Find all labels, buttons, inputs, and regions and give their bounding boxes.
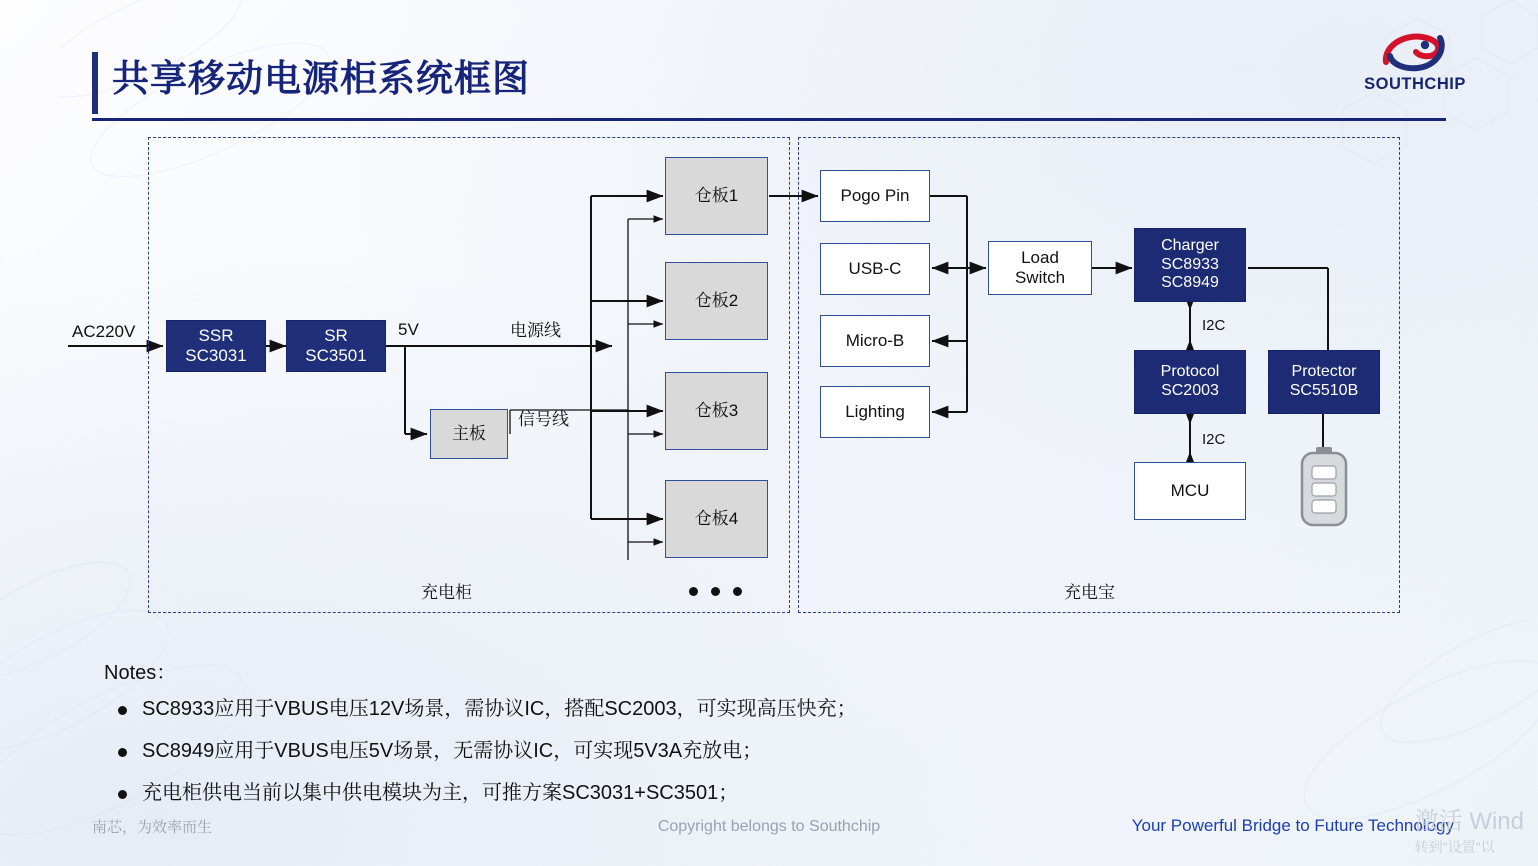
node-sr — [286, 320, 386, 372]
notes-item: 充电柜供电当前以集中供电模块为主，可推方案SC3031+SC3501； — [104, 781, 1424, 806]
label-5v: 5V — [398, 320, 419, 339]
notes-section — [104, 656, 1424, 823]
label-signal-line: 信号线 — [518, 410, 569, 429]
title-underline — [92, 118, 1446, 121]
node-sr-line2: SC3501 — [305, 346, 367, 365]
notes-item: SC8949应用于VBUS电压5V场景，无需协议IC，可实现5V3A充放电； — [104, 739, 1424, 764]
node-slot-4 — [665, 480, 768, 558]
node-ssr — [166, 320, 266, 372]
node-slot-1-label: 仓板1 — [694, 185, 739, 205]
southchip-logo — [1360, 28, 1470, 102]
node-load-switch-line1: Load — [1021, 247, 1059, 267]
node-slot-3 — [665, 372, 768, 450]
node-lighting-label: Lighting — [845, 401, 905, 421]
notes-heading: Notes： — [104, 662, 177, 684]
node-sr-line1: SR — [324, 325, 348, 345]
i2c-label-bottom: I2C — [1202, 431, 1226, 448]
node-load-switch-line2: Switch — [1014, 268, 1066, 287]
node-mainboard — [430, 409, 508, 459]
notes-list — [104, 697, 1424, 806]
watermark-line-2: 转到"设置"以 — [1414, 839, 1495, 856]
node-charger-line2: SC8933 — [1161, 255, 1219, 273]
title-accent-bar — [92, 52, 98, 114]
notes-item: SC8933应用于VBUS电压12V场景，需协议IC，搭配SC2003，可实现高压快充； — [104, 697, 1424, 722]
node-protector-line1: Protector — [1291, 363, 1357, 381]
node-micro-b — [820, 315, 930, 367]
node-pogo-pin-label: Pogo Pin — [840, 185, 910, 205]
node-micro-b-label: Micro-B — [845, 330, 905, 350]
node-mcu-label: MCU — [1170, 480, 1210, 500]
node-slot-1 — [665, 157, 768, 235]
node-charger-line3: SC8949 — [1161, 274, 1219, 292]
node-usb-c-label: USB-C — [848, 258, 902, 278]
node-protector-line2: SC5510B — [1289, 382, 1359, 399]
node-usb-c — [820, 243, 930, 295]
node-mainboard-label: 主板 — [452, 423, 486, 443]
node-slot-4-label: 仓板4 — [694, 508, 739, 528]
title-text: 共享移动电源柜系统框图 — [112, 58, 530, 99]
node-charger-line1: Charger — [1161, 236, 1219, 254]
node-protocol-line1: Protocol — [1160, 363, 1220, 381]
battery-icon — [1298, 446, 1350, 528]
node-pogo-pin — [820, 170, 930, 222]
watermark-line-1: 激活 Wind — [1414, 808, 1524, 835]
node-slot-2 — [665, 262, 768, 340]
logo-mark-icon — [1378, 28, 1452, 74]
node-lighting — [820, 386, 930, 438]
i2c-label-top: I2C — [1202, 317, 1226, 334]
node-mcu — [1134, 462, 1246, 520]
logo-wordmark: SOUTHCHIP — [1364, 75, 1466, 93]
node-protocol — [1134, 350, 1246, 414]
node-slot-3-label: 仓板3 — [694, 400, 739, 420]
label-power-line: 电源线 — [510, 321, 561, 340]
footer-slogan: 南芯，为效率而生 — [92, 819, 213, 836]
node-load-switch — [988, 241, 1092, 295]
more-slots-ellipsis — [689, 587, 742, 596]
node-charger — [1134, 228, 1246, 302]
power-bank-label: 充电宝 — [1064, 583, 1115, 602]
windows-activation-watermark — [1415, 806, 1524, 857]
footer-tagline: Your Powerful Bridge to Future Technology — [1131, 816, 1454, 835]
node-protector — [1268, 350, 1380, 414]
node-ssr-line2: SC3031 — [185, 346, 247, 365]
charging-cabinet-label: 充电柜 — [421, 583, 472, 602]
node-protocol-line2: SC2003 — [1161, 382, 1219, 399]
node-slot-2-label: 仓板2 — [694, 290, 739, 310]
page-title — [92, 48, 530, 110]
node-ssr-line1: SSR — [198, 325, 234, 345]
footer-copyright: Copyright belongs to Southchip — [657, 818, 881, 835]
ac-input-label: AC220V — [72, 322, 136, 341]
